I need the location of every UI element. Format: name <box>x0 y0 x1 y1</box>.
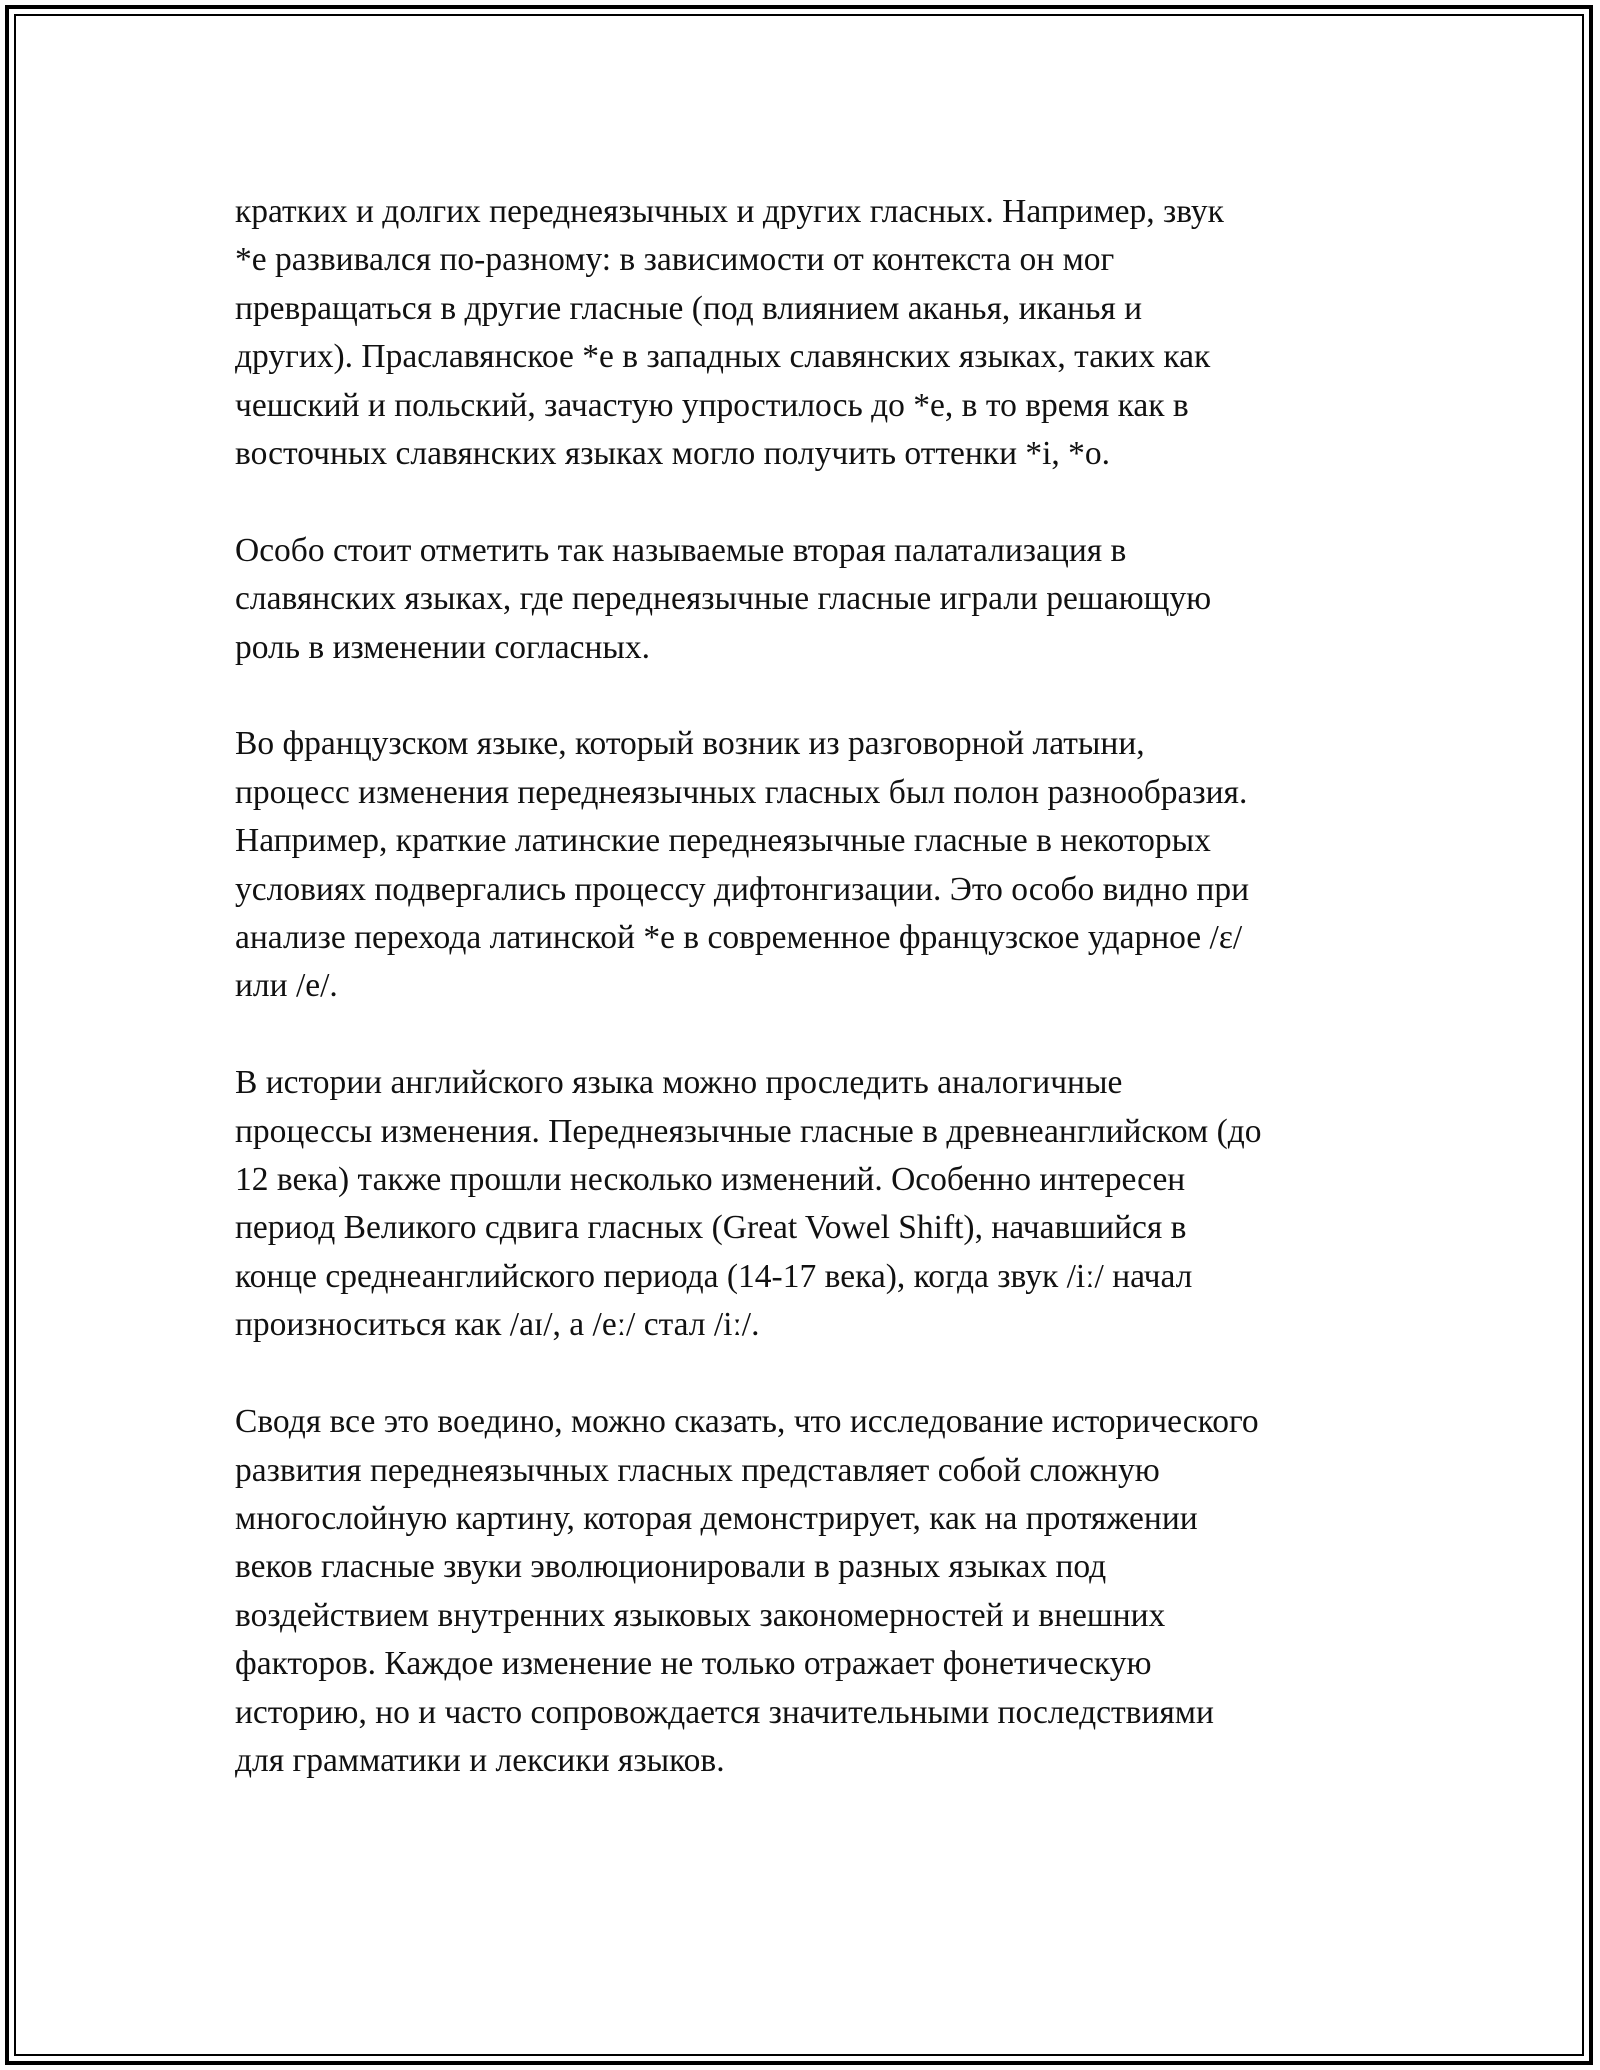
text-line: многослойную картину, которая демонстрирует, как на протяжении <box>235 1499 1198 1537</box>
text-line: восточных славянских языках могло получить оттенки *i, *o. <box>235 435 1111 473</box>
text-line: роль в изменении согласных. <box>235 628 651 666</box>
text-line: славянских языках, где переднеязычные гласные играли решающую <box>235 580 1212 618</box>
text-line: Сводя все это воедино, можно сказать, что исследование исторического <box>235 1403 1259 1441</box>
paragraph-5 <box>235 1398 1375 1785</box>
paragraph-2 <box>235 527 1375 672</box>
text-line: *e развивался по-разному: в зависимости от контекста он мог <box>235 241 1115 279</box>
text-line: чешский и польский, зачастую упростилось до *e, в то время как в <box>235 386 1189 424</box>
text-line: веков гласные звуки эволюционировали в разных языках под <box>235 1548 1107 1586</box>
text-line: факторов. Каждое изменение не только отражает фонетическую <box>235 1645 1152 1683</box>
text-line: период Великого сдвига гласных (Great Vowel Shift), начавшийся в <box>235 1209 1187 1247</box>
text-line: Во французском языке, который возник из разговорной латыни, <box>235 725 1145 763</box>
paragraph-4 <box>235 1059 1375 1349</box>
text-line: других). Праславянское *e в западных славянских языках, таких как <box>235 338 1211 376</box>
text-line: для грамматики и лексики языков. <box>235 1741 725 1779</box>
document-body <box>235 188 1375 1834</box>
text-line: развития переднеязычных гласных представляет собой сложную <box>235 1451 1160 1489</box>
text-line: В истории английского языка можно проследить аналогичные <box>235 1064 1123 1102</box>
text-line: превращаться в другие гласные (под влиянием аканья, иканья и <box>235 289 1143 327</box>
paragraph-1 <box>235 188 1375 478</box>
text-line: воздействием внутренних языковых закономерностей и внешних <box>235 1596 1166 1634</box>
text-line: историю, но и часто сопровождается значительными последствиями <box>235 1693 1214 1731</box>
text-line: Например, краткие латинские переднеязычные гласные в некоторых <box>235 822 1211 860</box>
text-line: 12 века) также прошли несколько изменений. Особенно интересен <box>235 1161 1186 1199</box>
text-line: конце среднеанглийского периода (14-17 века), когда звук /iː/ начал <box>235 1257 1193 1295</box>
text-line: условиях подвергались процессу дифтонгизации. Это особо видно при <box>235 870 1250 908</box>
paragraph-3 <box>235 720 1375 1010</box>
text-line: процессы изменения. Переднеязычные гласные в древнеанглийском (до <box>235 1112 1262 1150</box>
text-line: процесс изменения переднеязычных гласных был полон разнообразия. <box>235 773 1248 811</box>
text-line: кратких и долгих переднеязычных и других гласных. Например, звук <box>235 193 1224 230</box>
text-line: или /e/. <box>235 967 338 1005</box>
text-line: анализе перехода латинской *e в современное французское ударное /ɛ/ <box>235 919 1243 957</box>
text-line: произноситься как /aɪ/, а /eː/ стал /iː/. <box>235 1306 760 1344</box>
text-line: Особо стоит отметить так называемые вторая палатализация в <box>235 531 1127 569</box>
